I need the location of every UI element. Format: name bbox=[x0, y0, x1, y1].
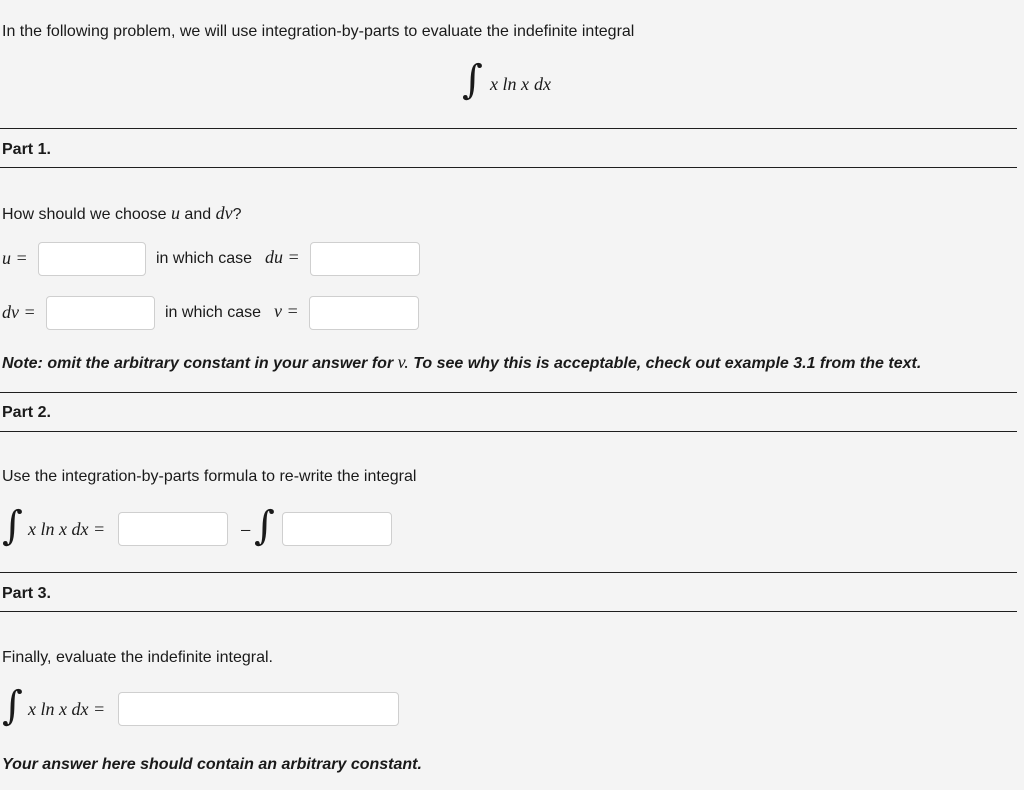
divider bbox=[0, 392, 1017, 393]
part2-instruction: Use the integration-by-parts formula to re-write the integral bbox=[2, 468, 417, 485]
u-input[interactable] bbox=[38, 242, 146, 276]
question-dv: dv bbox=[215, 203, 233, 223]
divider bbox=[0, 572, 1017, 573]
question-text: ? bbox=[232, 206, 242, 223]
v-label: v = bbox=[274, 301, 299, 321]
note-v: v. bbox=[397, 352, 409, 372]
integral-sign-icon: ∫ bbox=[2, 683, 23, 729]
divider bbox=[0, 611, 1017, 612]
du-prefix: in which case bbox=[156, 250, 253, 267]
du-label: du = bbox=[265, 247, 300, 267]
part1-question bbox=[2, 203, 241, 225]
part2-integrand: x ln x dx = bbox=[28, 519, 106, 539]
display-dx: dx bbox=[534, 74, 551, 94]
divider bbox=[0, 128, 1017, 129]
part2-heading: Part 2. bbox=[2, 404, 51, 421]
part2-first-term-input[interactable] bbox=[118, 512, 228, 546]
v-prefix: in which case bbox=[165, 304, 262, 321]
part3-note: Your answer here should contain an arbitrary constant. bbox=[2, 756, 422, 773]
part3-integrand: x ln x dx = bbox=[28, 699, 106, 719]
divider bbox=[0, 431, 1017, 432]
intro-text: In the following problem, we will use integration-by-parts to evaluate the indefinite integral bbox=[2, 23, 635, 40]
part1-heading: Part 1. bbox=[2, 141, 51, 158]
note-text: To see why this is acceptable, check out example 3.1 from the text. bbox=[408, 355, 922, 372]
part3-heading: Part 3. bbox=[2, 585, 51, 602]
u-label: u = bbox=[2, 248, 28, 268]
integral-sign-icon: ∫ bbox=[2, 503, 23, 549]
du-input[interactable] bbox=[310, 242, 420, 276]
question-text: How should we choose bbox=[2, 206, 171, 223]
question-u: u bbox=[170, 203, 180, 223]
part3-answer-input[interactable] bbox=[118, 692, 399, 726]
integral-sign-icon: ∫ bbox=[254, 503, 275, 549]
question-text: and bbox=[179, 206, 216, 223]
note-text: Note: omit the arbitrary constant in your answer for bbox=[2, 355, 398, 372]
minus-sign: − bbox=[240, 520, 252, 542]
part1-note bbox=[2, 352, 921, 374]
part2-second-integrand-input[interactable] bbox=[282, 512, 392, 546]
part3-instruction: Finally, evaluate the indefinite integral. bbox=[2, 649, 273, 666]
divider bbox=[0, 167, 1017, 168]
integral-sign-icon: ∫ bbox=[462, 57, 483, 103]
dv-input[interactable] bbox=[46, 296, 155, 330]
display-integrand: x ln x bbox=[490, 74, 529, 94]
v-input[interactable] bbox=[309, 296, 419, 330]
dv-label: dv = bbox=[2, 302, 36, 322]
